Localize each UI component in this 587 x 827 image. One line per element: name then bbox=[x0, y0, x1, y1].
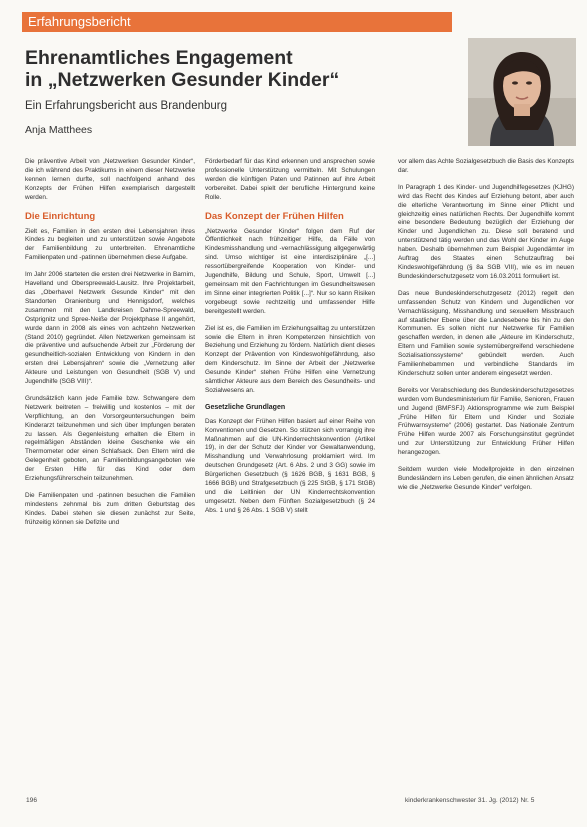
section-heading: Das Konzept der Frühen Hilfen bbox=[205, 210, 344, 222]
text-column-1 bbox=[25, 158, 195, 536]
text-column-3 bbox=[398, 158, 574, 501]
paragraph: Seitdem wurden viele Modellprojekte in den einzelnen Bundesländern ins Leben gerufen, die einen ähnlichen Ansatz wie die „Netzwerke Gesunde Kinder“ verfolgen. bbox=[398, 466, 574, 491]
section-header-band bbox=[22, 12, 452, 32]
paragraph: Die präventive Arbeit von „Netzwerken Gesunder Kinder“, die ich während des Praktikums in einem dieser Netzwerke kennen lernen durfte, soll nachfolgend anhand des Konzepts der Frühen Hilfen exemplarisch dargestellt werden. bbox=[25, 158, 195, 201]
paragraph: Das Konzept der Frühen Hilfen basiert auf einer Reihe von Konventionen und Gesetzen. So stützen sich vorrangig ihre Maßnahmen auf die UN-Kinderrechtskonvention (Artikel 19), in der der Schutz der Kinder vor Gewaltanwendung, Misshandlung und Verwahrlosung proklamiert wird. Im deutschen Grundgesetz (Art. 6 Abs. 2 und 3 GG) sowie im Bürgerlichen Gesetzbuch (§ 1626 BGB, § 1631 BGB, § 1666 BGB) und Strafgesetzbuch (§ 225 StGB, § 171 StGB) und die Leitlinien der UN Kinderrechtskonvention umgesetzt. Neben dem Fünften Sozialgesetzbuch (§ 24 Abs. 1 und § 26 Abs. 1 SGB V) stellt bbox=[205, 417, 375, 514]
paragraph: Förderbedarf für das Kind erkennen und ansprechen sowie professionelle Unterstützung vermitteln. Mit Schulungen werden die künftigen Paten und Patinnen auf ihre Arbeit vorbereitet. Dabei spielt der berufliche Hintergrund keine Rolle. bbox=[205, 158, 375, 201]
paragraph: „Netzwerke Gesunder Kinder“ folgen dem Ruf der Öffentlichkeit nach frühzeitiger Hilfe, da Fälle von Kindesmisshandlung und -vernachlässigung allgegenwärtig sind. Umso wichtiger ist eine interdisziplinäre „[...] ressortübergreifende Kooperation von Kinder- und Jugendhilfe, Bildung und Schule, Sport, Umwelt [...] gemeinsam mit den Fachrichtungen im Gesundheitswesen im Sinne einer integrierten Politik [...]“. Nur so kann Risiken vorgebeugt sowie rechtzeitig und umfassender Hilfe bereitgestellt werden. bbox=[205, 227, 375, 315]
paragraph: Ziel ist es, die Familien im Erziehungsalltag zu unterstützen sowie die Eltern in ihren Kompetenzen hinsichtlich von Beziehung und Erziehung zu fördern. Natürlich dient dieses Konzept der Prävention von Kindeswohlgefährdung, also dem Kinderschutz. Im Sinne der Arbeit der „Netzwerke Gesunde Kinder“ stehen Frühe Hilfen eine Vernetzung sämtlicher Akteure aus dem Bereich des Gesundheits- und Sozialwesens an. bbox=[205, 324, 375, 394]
author-portrait-image bbox=[468, 38, 576, 146]
paragraph: Die Familienpaten und -patinnen besuchen die Familien mindestens zehnmal bis zum dritten Geburtstag des Kindes. Dabei stehen sie diesen zunächst zur Seite, frühzeitig können sie Defizite und bbox=[25, 492, 195, 526]
paragraph: Das neue Bundeskinderschutzgesetz (2012) regelt den umfassenden Schutz von Kindern und Jugendlichen vor Vernachlässigung, Misshandlung und sexuellem Missbrauch auf staatlicher Ebene über die Landesebene bis hin zu den Kommunen. Es sollen nicht nur Netzwerke für Familien geschaffen werden, in denen alle „Akteure im Kinderschutz, Eltern und Familien sowie systemübergreifend verschiedene Sozialisationssysteme“ gebündelt werden. Auch Familienhebammen und verbindliche Standards im Kinderschutz sollen unter anderem eingesetzt werden. bbox=[398, 289, 574, 377]
paragraph: Im Jahr 2006 starteten die ersten drei Netzwerke in Barnim, Havelland und Oberspreewald-Lausitz. Ihre Projektarbeit, das „Oberhavel Netzwerk Gesunde Kinder“ mit den Standorten Oranienburg und Hennigsdorf, welches zusammen mit den Landkreisen Dahme-Spreewald, Ostprignitz und Spree-Neiße der Projektphase II angehört, wurde dann in 2008 als eines von achtzehn Netzwerken (Stand 2010) gegründet. Allen Netzwerken gemeinsam ist die präventive und aufsuchende Arbeit zur „Förderung der gesundheitlich-sozialen Entwicklung von Kindern in den ersten drei Lebensjahren“ sowie die „Vernetzung aller Akteure und Leistungen von Gesundheit (SGB V) und Jugendhilfe (SGB VIII)“. bbox=[25, 271, 195, 386]
journal-citation: kinderkrankenschwester 31. Jg. (2012) Nr. 5 bbox=[405, 797, 535, 804]
paragraph: Bereits vor Verabschiedung des Bundeskinderschutzgesetzes wurden vom Bundesministerium für Familie, Senioren, Frauen und Jugend (BMFSFJ) Aktionsprogramme wie zum Beispiel „Frühe Hilfen für Eltern und Kinder und Soziale Frühwarnsysteme“ (2006) gestartet. Das Nationale Zentrum Frühe Hilfen wurde 2007 als Forschungsinstitut gegründet und zur Unterstützung zur Entwicklung Früher Hilfen herangezogen. bbox=[398, 386, 574, 457]
article-title bbox=[25, 47, 465, 91]
author-photo bbox=[468, 38, 576, 146]
text-column-2 bbox=[205, 158, 375, 524]
paragraph: Zielt es, Familien in den ersten drei Lebensjahren ihres Kindes zu begleiten und zu unterstützen sowie Angebote der Familienbildung zu unterbreiten. Ehrenamtliche Familienpaten und -patinnen übernehmen diese Aufgabe. bbox=[25, 227, 195, 262]
paragraph: In Paragraph 1 des Kinder- und Jugendhilfegesetzes (KJHG) wird das Recht des Kindes auf Erziehung betont, aber auch die elterliche Verantwortung im Sinne einer Pflicht und gleichzeitig eines natürlichen Rechts. Der Jugendhilfe kommt eine besondere Bedeutung bezüglich der Erziehung der Kinder und Jugendlichen zu. Diese soll beratend und unterstützend tätig werden und das Wohl der Kinder im Auge haben. Deshalb übernehmen zum Beispiel Jugendämter im Auftrag des Staates einen Schutzauftrag bei Kindeswohlgefährdung (§ 8a SGB VIII), wie es im neuen Bundeskinderschutzgesetz vom 16.03.2011 formuliert ist. bbox=[398, 183, 574, 280]
title-line-1: Ehrenamtliches Engagement bbox=[25, 47, 293, 69]
article-author: Anja Matthees bbox=[25, 124, 93, 136]
paragraph: Grundsätzlich kann jede Familie bzw. Schwangere dem Netzwerk beitreten – freiwillig und kostenlos – mit der Verpflichtung, an den Vorsorgeuntersuchungen beim Kinderarzt teilzunehmen und sich über Impfungen beraten zu lassen. Als Gegenleistung erhalten die Eltern in regelmäßigen Abständen kleine Geschenke wie ein Thermometer oder einen Schlafsack. Den Eltern wird die Gelegenheit geboten, an Familienbildungsangeboten wie der Ersten Hilfe für das Kind oder dem Erziehungsführerschein teilzunehmen. bbox=[25, 394, 195, 483]
section-heading: Die Einrichtung bbox=[25, 210, 96, 222]
section-label: Erfahrungsbericht bbox=[28, 14, 131, 29]
page-number: 196 bbox=[26, 797, 38, 804]
paragraph: vor allem das Achte Sozialgesetzbuch die Basis des Konzepts dar. bbox=[398, 158, 574, 174]
article-subtitle: Ein Erfahrungsbericht aus Brandenburg bbox=[25, 100, 228, 112]
title-line-2: in „Netzwerken Gesunder Kinder“ bbox=[25, 69, 340, 91]
subsection-heading: Gesetzliche Grundlagen bbox=[205, 403, 286, 411]
